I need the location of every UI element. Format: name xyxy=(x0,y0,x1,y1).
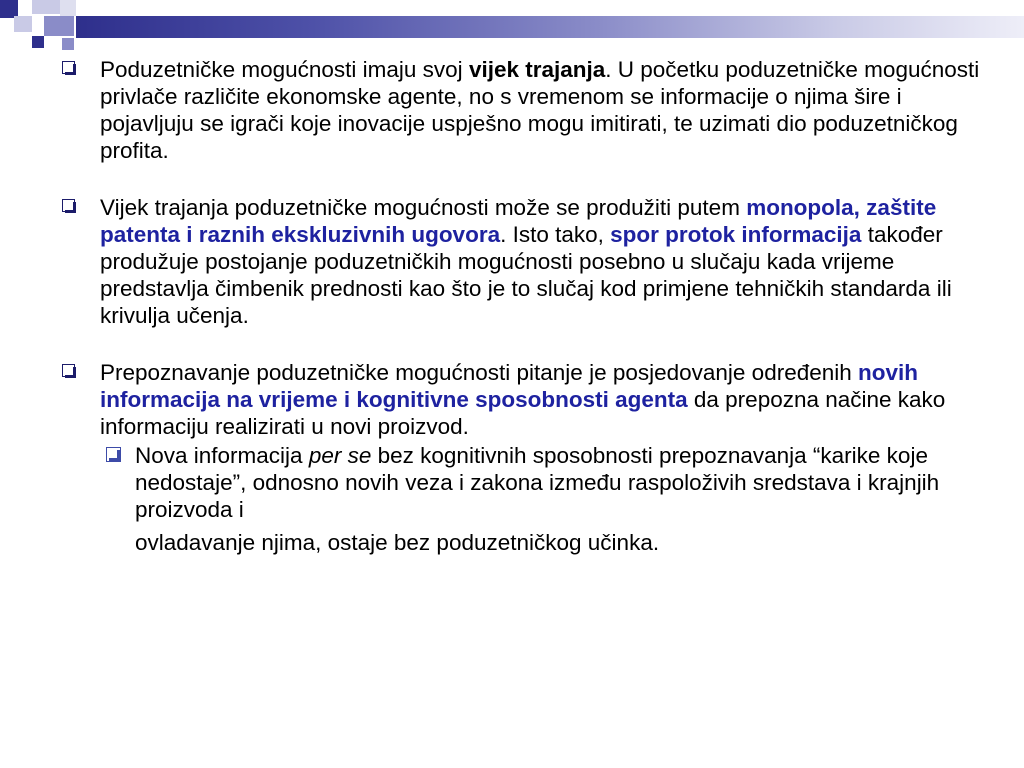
deco-square-dark xyxy=(32,36,44,48)
text-run: Nova informacija xyxy=(135,443,309,468)
text-run: ovladavanje njima, ostaje bez poduzetničkog učinka. xyxy=(135,530,660,555)
checkbox-sub-bullet-icon xyxy=(106,447,121,462)
deco-square-light xyxy=(60,0,76,16)
bullet-3-text xyxy=(100,360,945,439)
deco-square-light xyxy=(14,16,32,32)
bold-term: vijek trajanja xyxy=(468,57,606,82)
highlight-term: monopola, zaštite patenta i raznih ekskluzivnih ugovora xyxy=(100,195,937,247)
checkbox-bullet-icon xyxy=(62,61,75,74)
bullet-1 xyxy=(62,56,982,164)
text-run: . U početku poduzetničke mogućnosti privlače različite ekonomske agente, no s vremenom se informacije o njima šire i pojavljuju se igrači koje inovacije uspješno mogu imitirati, te uzimati dio poduzetničkog profita. xyxy=(100,57,980,163)
slide-content xyxy=(62,56,982,556)
text-run: Vijek trajanja poduzetničke mogućnosti može se produžiti putem xyxy=(100,195,747,220)
text-run: bez kognitivnih sposobnosti prepoznavanja “karike koje nedostaje”, odnosno novih veza i zakona između raspoloživih sredstava i krajnjih proizvoda i xyxy=(135,443,940,522)
checkbox-bullet-icon xyxy=(62,364,75,377)
title-bar-gradient xyxy=(76,16,1024,38)
highlight-term: novih informacija na vrijeme i kognitivne sposobnosti agenta xyxy=(100,360,919,412)
checkbox-bullet-icon xyxy=(62,199,75,212)
sub-bullet-text xyxy=(135,443,939,555)
bullet-2 xyxy=(62,194,982,329)
text-run: Poduzetničke mogućnosti imaju svoj xyxy=(100,57,469,82)
highlight-term: spor protok informacija xyxy=(610,222,862,247)
text-run: . Isto tako, xyxy=(500,222,611,247)
text-run: da prepozna načine kako informaciju realizirati u novi proizvod. xyxy=(100,387,946,439)
text-run: također produžuje postojanje poduzetničkih mogućnosti posebno u slučaju kada vrijeme predstavlja čimbenik prednosti kao što je to slučaj kod primjene tehničkih standarda ili krivulja učenja. xyxy=(100,222,952,328)
italic-term: per se xyxy=(308,443,372,468)
sub-bullet xyxy=(106,442,982,556)
bullet-3 xyxy=(62,359,982,440)
deco-square-light xyxy=(32,0,60,14)
text-run: Prepoznavanje poduzetničke mogućnosti pitanje je posjedovanje određenih xyxy=(100,360,859,385)
bullet-1-text xyxy=(100,57,979,163)
bullet-2-text xyxy=(100,195,952,328)
deco-square-mid xyxy=(44,16,74,36)
deco-square-mid xyxy=(62,38,74,50)
